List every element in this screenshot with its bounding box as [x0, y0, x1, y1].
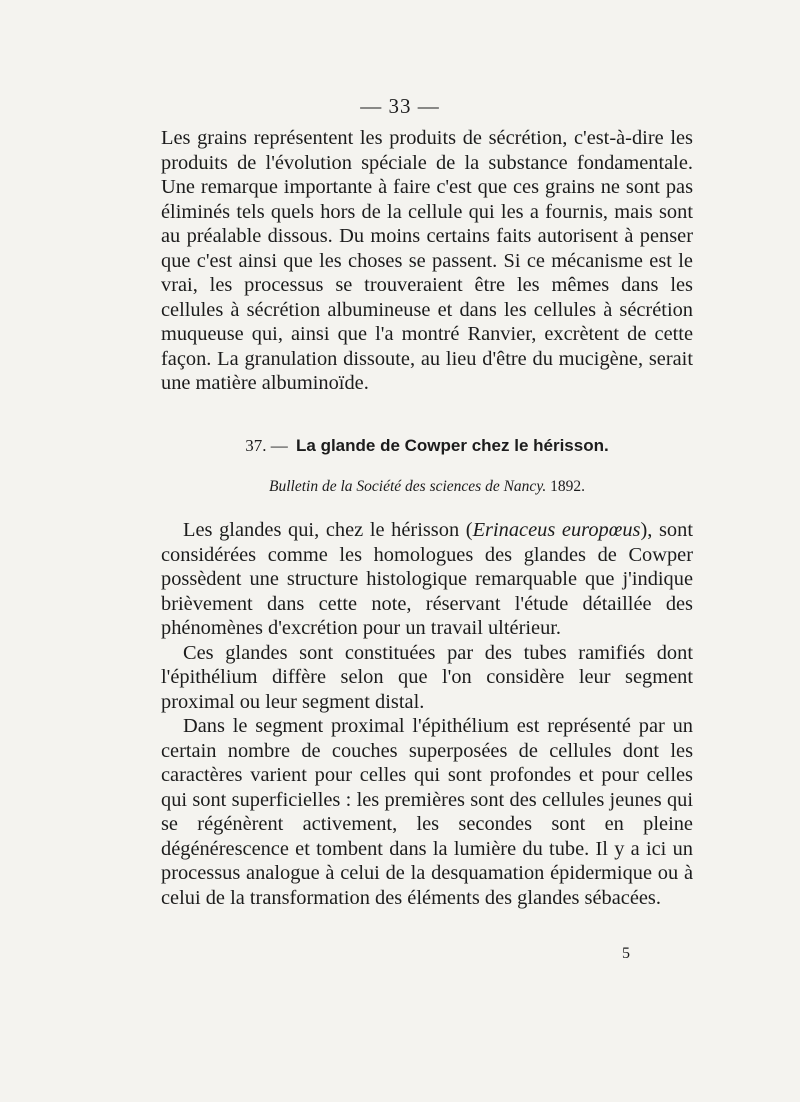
citation	[161, 478, 693, 496]
paragraph-text: ), sont considérées comme les homologues des glandes de Cowper possèdent une structure histologique remarquable que j'indique brièvement dans cette note, réservant l'étude détaillée des phénomènes d'excrétion pour un travail ultérieur.	[161, 519, 693, 639]
paragraph: Dans le segment proximal l'épithélium est représenté par un certain nombre de couches superposées de cellules dont les caractères varient pour celles qui sont profondes et pour celles qui sont superficielles : les premières sont des cellules jeunes qui se régénèrent activement, les secondes sont en pleine dégénérescence et tombent dans la lumière du tube. Il y a ici un processus analogue à celui de la desquamation épidermique ou à celui de la transformation des éléments des glandes sébacées.	[161, 715, 693, 909]
signature-mark: 5	[622, 945, 630, 962]
text-block-top	[161, 126, 693, 396]
paragraph: Ces glandes sont constituées par des tubes ramifiés dont l'épithélium diffère selon que l'on considère leur segment proximal ou leur segment distal.	[161, 641, 693, 713]
species-name: Erinaceus europœus	[472, 519, 641, 541]
text-block-bottom	[161, 518, 693, 910]
section-heading	[161, 436, 693, 456]
paragraph	[161, 518, 693, 641]
citation-source: Bulletin de la Société des sciences de Nancy.	[269, 478, 547, 495]
page-number: — 33 —	[360, 94, 440, 118]
citation-year: 1892.	[550, 478, 585, 495]
section-title: La glande de Cowper chez le hérisson.	[296, 436, 609, 455]
paragraph-text: Les glandes qui, chez le hérisson (	[183, 519, 473, 541]
paragraph: Les grains représentent les produits de sécrétion, c'est-à-dire les produits de l'évolution spéciale de la substance fondamentale. Une remarque importante à faire c'est que ces grains ne sont pas éliminés tels quels hors de la cellule qui les a fournis, mais sont au préalable dissous. Du moins certains faits autorisent à penser que c'est ainsi que les choses se passent. Si ce mécanisme est le vrai, les processus se trouveraient être les mêmes dans les cellules à sécrétion albumineuse et dans les cellules à sécrétion muqueuse qui, ainsi que l'a montré Ranvier, excrètent de cette façon. La granulation dissoute, au lieu d'être du mucigène, serait une matière albuminoïde.	[161, 127, 693, 394]
section-number: 37. —	[245, 436, 288, 455]
